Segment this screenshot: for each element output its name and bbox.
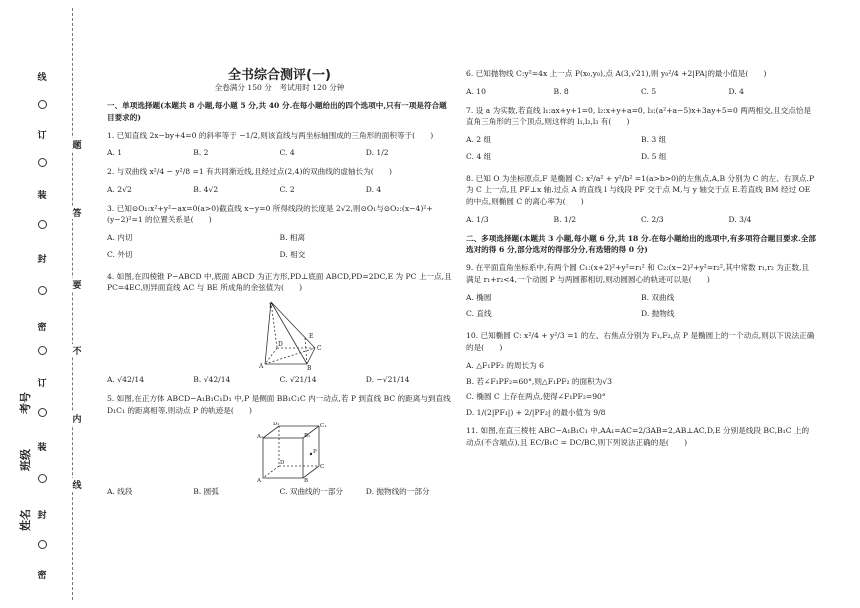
option: C. 5 — [641, 86, 657, 96]
section-heading: 二、多项选择题(本题共 3 小题,每小题 6 分,共 18 分.在每小题给出的选项中,有多项符合题目要求.全部选对的得 6 分,部分选对的得部分分,有选错的得 0 分) — [466, 233, 816, 255]
binding-notice-char: 答 — [72, 206, 82, 219]
question-4-options — [107, 374, 452, 386]
section-heading: 一、单项选择题(本题共 8 小题,每小题 5 分,共 40 分.在每小题给出的四个选项中,只有一项是符合题目要求的) — [107, 101, 447, 122]
class-label: 班级 — [19, 449, 32, 471]
question-2: 2. 与双曲线 x²/4 − y²/8 =1 有共同渐近线,且经过点(2,4)的双曲线的虚轴长为( ) — [107, 167, 392, 177]
fig-label: A₁ — [257, 434, 264, 441]
option: A. 1/3 — [466, 214, 489, 224]
option: C. 4 组 — [466, 151, 492, 161]
fig-label: B — [304, 478, 309, 483]
binding-hole — [38, 100, 47, 109]
question-2-options — [107, 184, 452, 196]
binding-notice-char: 要 — [72, 278, 82, 291]
option: D. 1/2 — [365, 148, 389, 158]
binding-hole — [38, 220, 47, 229]
option: B. 3 组 — [641, 135, 667, 145]
binding-hole — [38, 474, 47, 483]
binding-hole — [38, 286, 47, 295]
option: B. 圆弧 — [193, 487, 219, 497]
question-6-options — [466, 86, 816, 98]
option: D. 抛物线的一部分 — [365, 487, 430, 497]
option: A. 10 — [466, 86, 486, 96]
option: C. 双曲线的一部分 — [279, 487, 344, 497]
fig-label: D — [280, 460, 285, 467]
binding-char: 密 — [37, 323, 47, 333]
option: B. √42/14 — [193, 375, 231, 385]
binding-hole — [38, 408, 47, 417]
binding-char: 封 — [37, 255, 47, 265]
option: A. 2√2 — [107, 184, 132, 194]
question-7-options — [466, 134, 816, 168]
binding-char: 密 — [37, 571, 47, 581]
fig-label: D — [278, 341, 283, 349]
option: B. 双曲线 — [641, 292, 675, 302]
question-3: 3. 已知⊙O₁:x²+y²−ax=0(a>0)截直线 x−y=0 所得线段的长度是 2√2,则⊙O₁与⊙O₂:(x−4)²+(y−2)²=1 的位置关系是( ) — [107, 203, 433, 225]
binding-notice-char: 线 — [72, 478, 82, 491]
binding-char: 封 — [37, 511, 47, 521]
option: B. 若∠F₁PF₂=60°,则△F₁PF₂ 的面积为√3 — [466, 376, 612, 386]
fig-label: B₁ — [304, 433, 311, 440]
question-8-options — [466, 214, 816, 226]
fig-label: D₁ — [273, 422, 280, 428]
fig-label: A — [259, 363, 264, 371]
question-5-options — [107, 486, 452, 498]
fig-label: P — [313, 449, 317, 456]
option: C. 4 — [279, 148, 295, 158]
option: C. 2/3 — [641, 214, 664, 224]
option: B. 1/2 — [553, 214, 577, 224]
binding-notice-char: 题 — [72, 138, 82, 151]
option: D. 4 — [365, 184, 382, 194]
option: B. 2 — [193, 148, 209, 158]
option: A. √42/14 — [107, 375, 145, 385]
fig-label: C — [320, 464, 325, 471]
binding-hole — [38, 158, 47, 167]
binding-char: 装 — [37, 443, 47, 453]
binding-char: 订 — [37, 379, 47, 389]
fig-label: A — [257, 478, 261, 483]
option: C. √21/14 — [279, 375, 317, 385]
question-3-options — [107, 232, 452, 266]
binding-notice-char: 内 — [72, 412, 82, 425]
exam-meta: 全卷满分 150 分 考试用时 120 分钟 — [214, 83, 345, 92]
binding-char: 订 — [37, 131, 47, 141]
binding-char: 线 — [37, 73, 47, 83]
option: A. △F₁PF₂ 的周长为 6 — [466, 360, 544, 370]
pyramid-figure — [257, 300, 327, 370]
right-column — [466, 68, 816, 454]
option: D. 5 组 — [641, 151, 667, 161]
option: C. 椭圆 C 上存在两点,使得∠F₁PF₂=90° — [466, 392, 606, 402]
option: C. 外切 — [107, 249, 133, 259]
question-7: 7. 设 a 为实数,若直线 l₁:ax+y+1=0, l₂:x+y+a=0, l₃:(a²+a−5)x+3ay+5=0 两两相交,且交点恰是直角三角形的三个顶点,则这样的 l₁,l₂,l₃ 有( ) — [466, 105, 812, 127]
binding-char: 装 — [37, 191, 47, 201]
option: A. 线段 — [107, 487, 133, 497]
fig-label: E — [309, 333, 314, 341]
option: C. 2 — [279, 184, 295, 194]
question-1: 1. 已知直线 2x−by+4=0 的斜率等于 −1/2,则该直线与两坐标轴围成的三角形的面积等于( ) — [107, 130, 434, 140]
fig-label: B — [307, 365, 312, 371]
question-9-options — [466, 292, 816, 326]
option: D. −√21/14 — [365, 375, 410, 385]
option: B. 相离 — [279, 233, 306, 243]
fig-label: P — [269, 303, 274, 311]
exam-number-label: 考号 — [19, 392, 32, 414]
option: A. 内切 — [107, 233, 133, 243]
binding-margin — [0, 0, 80, 608]
option: D. 4 — [728, 86, 744, 96]
question-10: 10. 已知椭圆 C: x²/4 + y²/3 =1 的左、右焦点分别为 F₁,F₂,点 P 是椭圆上的一个动点,则以下说法正确的是( ) — [466, 331, 815, 353]
option: C. 直线 — [466, 309, 492, 319]
question-9: 9. 在平面直角坐标系中,有两个圆 C₁:(x+2)²+y²=r₁² 和 C₂:(x−2)²+y²=r₂²,其中常数 r₁,r₂ 为正数,且满足 r₁+r₂<4,一个动圆 P 与两圆都相切,则动圆圆心的轨迹可以是( ) — [466, 263, 810, 284]
binding-hole — [38, 540, 47, 549]
page-title: 全书综合测评(一) — [228, 68, 331, 83]
fig-label: C₁ — [320, 423, 327, 430]
option: A. 2 组 — [466, 135, 492, 145]
point-p — [310, 453, 312, 455]
left-column — [107, 100, 452, 505]
binding-notice-char: 不 — [72, 344, 82, 357]
option: B. 8 — [553, 86, 569, 96]
question-1-options — [107, 147, 452, 159]
fig-label: C — [317, 345, 322, 353]
option: A. 椭圆 — [466, 292, 492, 302]
name-label: 姓名 — [19, 509, 32, 531]
option: D. 抛物线 — [641, 309, 675, 319]
cube-figure — [257, 422, 327, 482]
question-11: 11. 如图,在直三棱柱 ABC−A₁B₁C₁ 中,AA₁=AC=2/3AB=2,AB⊥AC,D,E 分别是线段 BC,B₁C 上的动点(不含端点),且 EC/B₁C = DC/BC,则下列说法正确的是( ) — [466, 425, 810, 447]
option: D. 3/4 — [728, 214, 752, 224]
option: D. 相交 — [279, 249, 306, 259]
option: B. 4√2 — [193, 184, 219, 194]
question-4: 4. 如图,在四棱锥 P−ABCD 中,底面 ABCD 为正方形,PD⊥底面 ABCD,PD=2DC,E 为 PC 上一点,且 PC=4EC,则异面直线 AC 与 BE 所成角的余弦值为( ) — [107, 271, 452, 293]
question-8: 8. 已知 O 为坐标原点,F 是椭圆 C: x²/a² + y²/b² =1(a>b>0)的左焦点,A,B 分别为 C 的左、右顶点.P 为 C 上一点,且 PF⊥x 轴.过点 A 的直线 l 与线段 PF 交于点 M,与 y 轴交于点 E.若直线 BM 经过 OE 的中点,则椭圆 C 的离心率为( ) — [466, 173, 815, 207]
binding-hole — [38, 346, 47, 355]
option: D. 1/(2|PF₁|) + 2/|PF₂| 的最小值为 9/8 — [466, 408, 606, 418]
question-6: 6. 已知抛物线 C:y²=4x 上一点 P(x₀,y₀),点 A(3,√21),则 y₀²/4 +2|PA|的最小值是( ) — [466, 69, 767, 78]
binding-dashed-line — [72, 8, 73, 600]
question-5: 5. 如图,在正方体 ABCD−A₁B₁C₁D₁ 中,P 是侧面 BB₁C₁C 内一动点,若 P 到直线 BC 的距离与到直线 D₁C₁ 的距离相等,则动点 P 的轨迹是( ) — [107, 393, 451, 415]
option: A. 1 — [107, 148, 123, 158]
